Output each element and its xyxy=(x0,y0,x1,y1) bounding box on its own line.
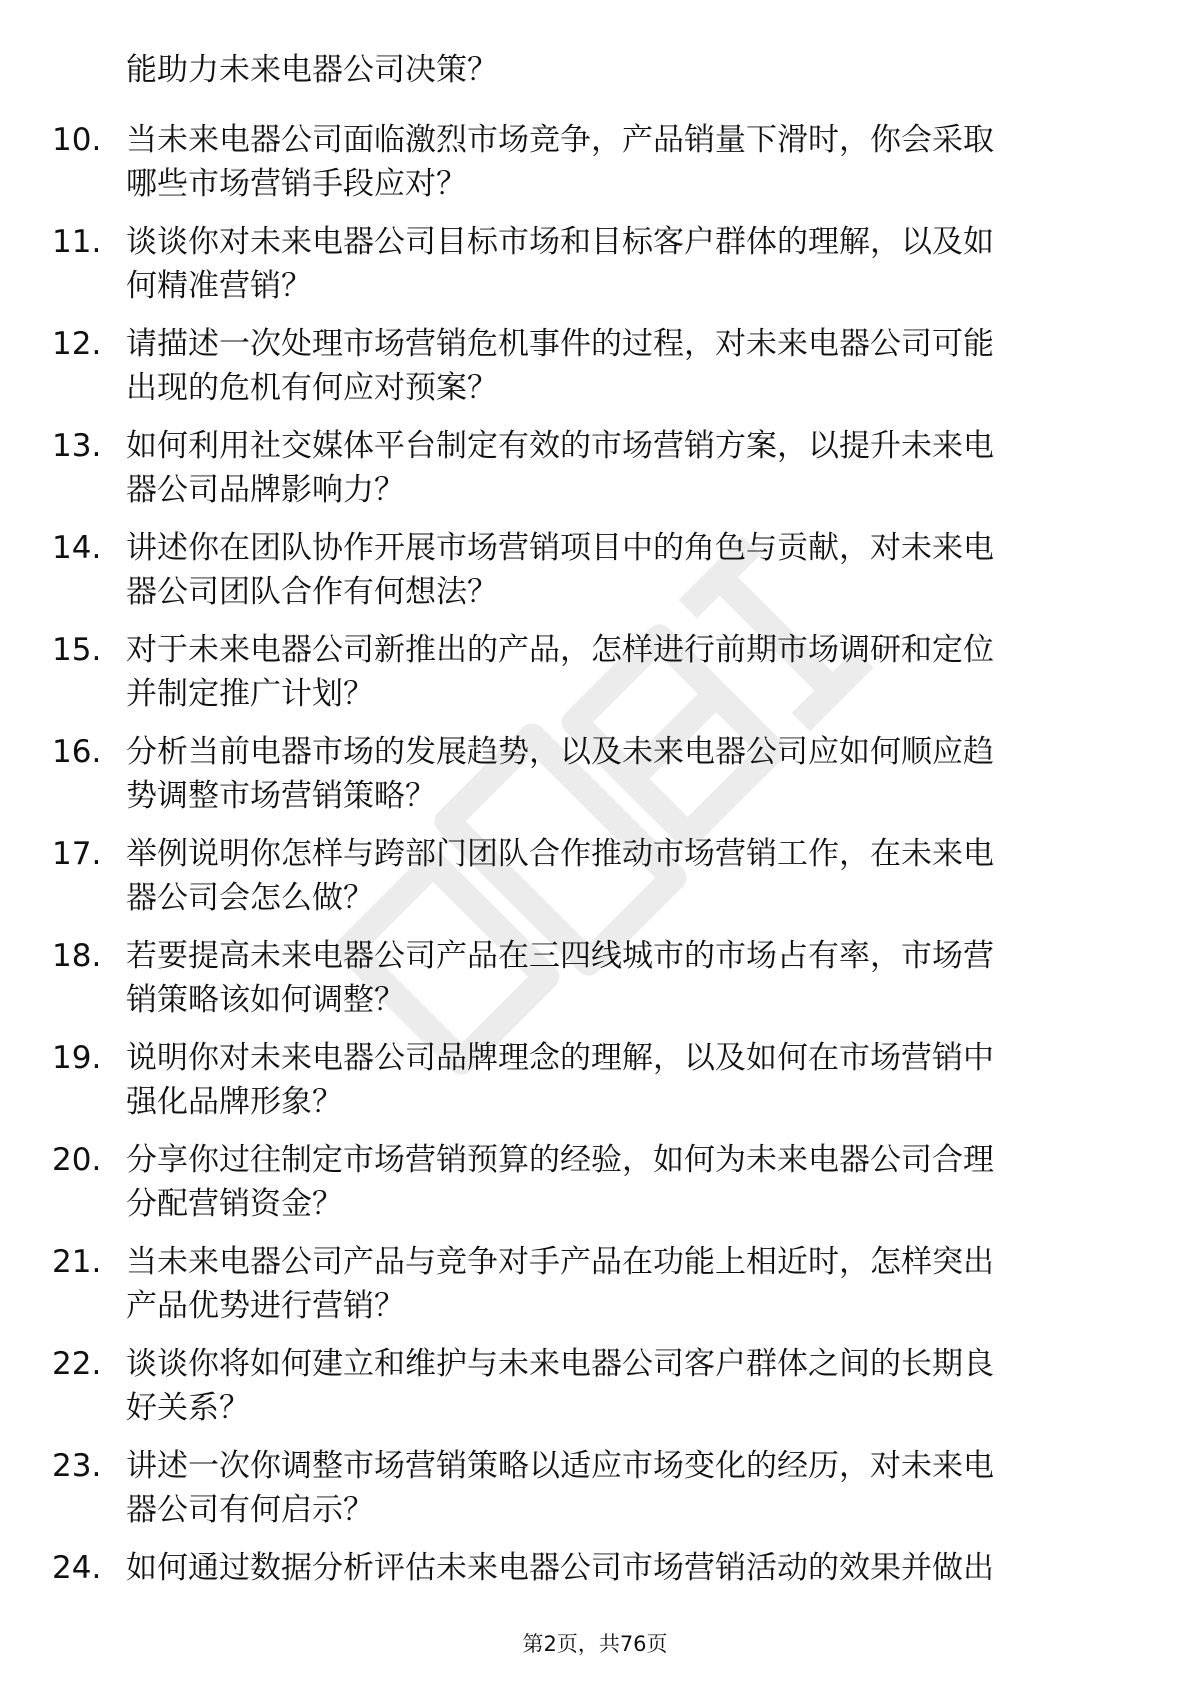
question-text: 请描述一次处理市场营销危机事件的过程，对未来电器公司可能 出现的危机有何应对预案？ xyxy=(126,326,994,406)
page-number-footer: 第2页，共76页 xyxy=(522,1632,668,1656)
question-number: 20. xyxy=(52,1142,102,1178)
question-number: 17. xyxy=(52,836,102,872)
question-text: 若要提高未来电器公司产品在三四线城市的市场占有率，市场营 销策略该如何调整？ xyxy=(126,938,994,1018)
list-item xyxy=(0,934,1190,1036)
list-item xyxy=(0,1240,1190,1342)
question-text: 当未来电器公司面临激烈市场竞争，产品销量下滑时，你会采取 哪些市场营销手段应对？ xyxy=(126,122,994,202)
question-number: 22. xyxy=(52,1346,102,1382)
question-number: 13. xyxy=(52,428,102,464)
question-text: 当未来电器公司产品与竞争对手产品在功能上相近时，怎样突出 产品优势进行营销？ xyxy=(126,1244,994,1324)
list-item xyxy=(0,1036,1190,1138)
list-item xyxy=(0,730,1190,832)
question-number: 23. xyxy=(52,1448,102,1484)
question-text: 讲述你在团队协作开展市场营销项目中的角色与贡献，对未来电 器公司团队合作有何想法？ xyxy=(126,530,994,610)
question-number: 19. xyxy=(52,1040,102,1076)
question-text: 讲述一次你调整市场营销策略以适应市场变化的经历，对未来电 器公司有何启示？ xyxy=(126,1448,994,1528)
question-text: 谈谈你将如何建立和维护与未来电器公司客户群体之间的长期良 好关系？ xyxy=(126,1346,994,1426)
question-text: 举例说明你怎样与跨部门团队合作推动市场营销工作，在未来电 器公司会怎么做？ xyxy=(126,836,994,916)
question-text: 说明你对未来电器公司品牌理念的理解，以及如何在市场营销中 强化品牌形象？ xyxy=(126,1040,994,1120)
question-number: 14. xyxy=(52,530,102,566)
question-text: 分析当前电器市场的发展趋势，以及未来电器公司应如何顺应趋 势调整市场营销策略？ xyxy=(126,734,994,814)
list-item xyxy=(0,118,1190,220)
question-number: 12. xyxy=(52,326,102,362)
question-9-continuation: 能助力未来电器公司决策？ xyxy=(126,52,498,88)
question-text: 分享你过往制定市场营销预算的经验，如何为未来电器公司合理 分配营销资金？ xyxy=(126,1142,994,1222)
question-number: 15. xyxy=(52,632,102,668)
list-item xyxy=(0,628,1190,730)
question-text: 如何利用社交媒体平台制定有效的市场营销方案，以提升未来电 器公司品牌影响力？ xyxy=(126,428,994,508)
list-item xyxy=(0,832,1190,934)
list-item xyxy=(0,322,1190,424)
list-item xyxy=(0,1138,1190,1240)
question-number: 21. xyxy=(52,1244,102,1280)
question-number: 10. xyxy=(52,122,102,158)
question-list xyxy=(0,118,1190,1648)
question-text: 对于未来电器公司新推出的产品，怎样进行前期市场调研和定位 并制定推广计划？ xyxy=(126,632,994,712)
question-number: 18. xyxy=(52,938,102,974)
question-number: 16. xyxy=(52,734,102,770)
list-item xyxy=(0,1444,1190,1546)
question-number: 24. xyxy=(52,1550,102,1586)
list-item xyxy=(0,1342,1190,1444)
list-item xyxy=(0,526,1190,628)
question-text: 如何通过数据分析评估未来电器公司市场营销活动的效果并做出 xyxy=(126,1550,994,1586)
list-item xyxy=(0,220,1190,322)
list-item xyxy=(0,424,1190,526)
question-text: 谈谈你对未来电器公司目标市场和目标客户群体的理解，以及如 何精准营销？ xyxy=(126,224,994,304)
question-number: 11. xyxy=(52,224,102,260)
